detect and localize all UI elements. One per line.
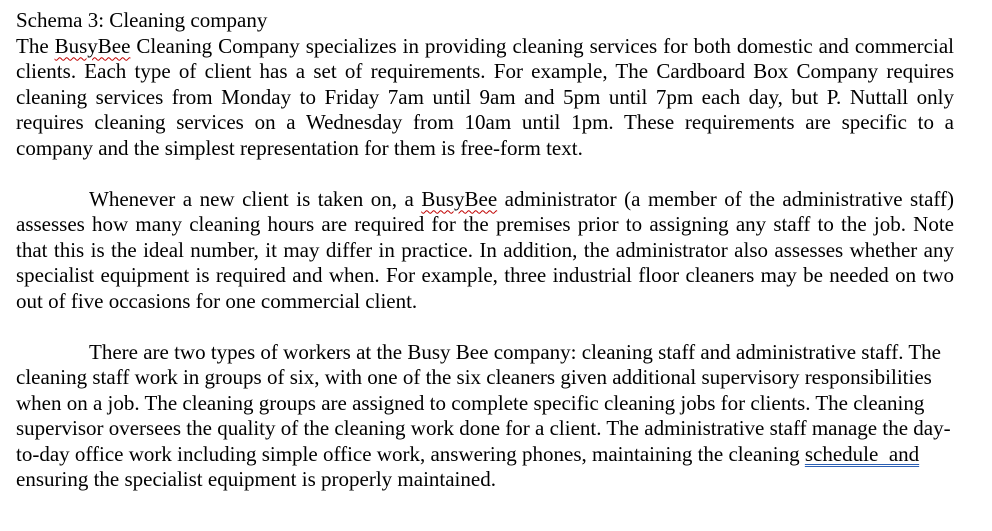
paragraph-2 bbox=[16, 187, 954, 315]
paragraph-2-text-c: administrator (a member of the administrative staff) assesses how many cleaning hours are required for the premises prior to assigning any staff to the job. Note that this is the ideal number, it may differ in practice. In addition, the administrator also assesses whether any specialist equipment is required and when. For example, three industrial floor cleaners may be needed on two out of five occasions for one commercial client. bbox=[16, 186, 954, 313]
paragraph-1 bbox=[16, 34, 954, 162]
paragraph-1-text-c: Cleaning Company specializes in providing cleaning services for both domestic and commercial clients. Each type of client has a set of requirements. For example, The Cardboard Box Company requires cleaning services from Monday to Friday 7am until 9am and 5pm until 7pm each day, but P. Nuttall only requires cleaning services on a Wednesday from 10am until 1pm. These requirements are specific to a company and the simplest representation for them is free-form text. bbox=[16, 33, 954, 160]
spelling-flagged-word[interactable]: BusyBee bbox=[54, 33, 131, 58]
paragraph-3 bbox=[16, 340, 954, 493]
spelling-flagged-word[interactable]: BusyBee bbox=[421, 186, 498, 211]
paragraph-3-text-a: There are two types of workers at the Busy Bee company: cleaning staff and administrative staff. The cleaning staff work in groups of six, with one of the six cleaners given additional supervisory responsibilities when on a job. The cleaning groups are assigned to complete specific cleaning jobs for clients. The cleaning supervisor oversees the quality of the cleaning work done for a client. The administrative staff manage the day-to-day office work including simple office work, answering phones, maintaining the cleaning bbox=[16, 339, 951, 466]
document-title: Schema 3: Cleaning company bbox=[16, 8, 268, 32]
paragraph-2-text-a: Whenever a new client is taken on, a bbox=[89, 186, 422, 211]
document-body bbox=[16, 8, 954, 493]
paragraph-1-text-a: The bbox=[16, 33, 55, 58]
paragraph-3-text-c: ensuring the specialist equipment is properly maintained. bbox=[16, 467, 496, 491]
grammar-flagged-phrase[interactable]: schedule and bbox=[804, 441, 920, 466]
